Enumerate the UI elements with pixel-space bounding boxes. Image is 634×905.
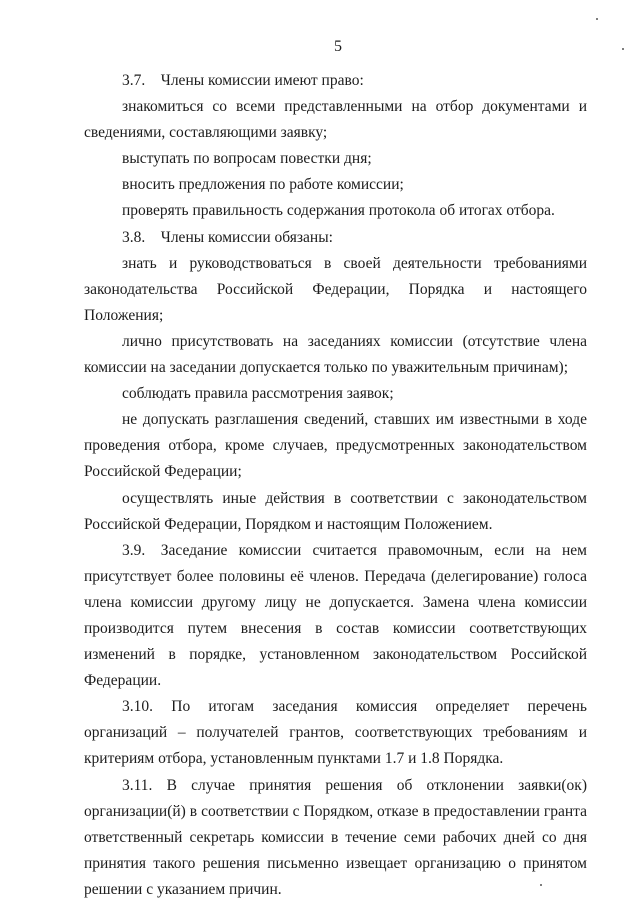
paragraph-right-1: знакомиться со всеми представленными на отбор документами и сведениями, составляющими заявку; xyxy=(84,98,587,142)
paragraph-3-8: 3.8. Члены комиссии обязаны: xyxy=(122,228,333,246)
paragraph-3-9: 3.9. Заседание комиссии считается правомочным, если на нем присутствует более половины её членов. Передача (делегирование) голоса члена комиссии другому лицу не допускается. Замена члена комиссии производится путем внесения в состав комиссии соответствующих изменений в порядке, установленном законодательством Российской Федерации. xyxy=(84,541,587,690)
scan-speck xyxy=(596,18,598,20)
paragraph-duty-3: соблюдать правила рассмотрения заявок; xyxy=(122,385,394,403)
paragraph-duty-1: знать и руководствоваться в своей деятельности требованиями законодательства Российской Федерации, Порядка и настоящего Положения; xyxy=(84,254,587,324)
paragraph-duty-5: осуществлять иные действия в соответствии с законодательством Российской Федерации, Порядком и настоящим Положением. xyxy=(84,489,587,533)
paragraph-right-3: вносить предложения по работе комиссии; xyxy=(122,176,404,194)
paragraph-right-2: выступать по вопросам повестки дня; xyxy=(122,150,372,168)
scan-speck xyxy=(540,884,542,886)
paragraph-right-4: проверять правильность содержания протокола об итогах отбора. xyxy=(122,202,555,220)
paragraph-3-7: 3.7. Члены комиссии имеют право: xyxy=(122,72,364,89)
paragraph-3-11: 3.11. В случае принятия решения об отклонении заявки(ок) организации(й) в соответствии с Порядком, отказе в предоставлении гранта ответственный секретарь комиссии в течение семи рабочих дней со дня принятия такого решения письменно извещает организацию о принятом решении с указанием причин. xyxy=(84,776,587,898)
paragraph-3-10: 3.10. По итогам заседания комиссия определяет перечень организаций – получателей грантов, соответствующих требованиям и критериям отбора, установленным пунктами 1.7 и 1.8 Порядка. xyxy=(84,698,587,768)
page-number: 5 xyxy=(334,38,342,55)
paragraph-duty-4: не допускать разглашения сведений, ставших им известными в ходе проведения отбора, кроме случаев, предусмотренных законодательством Российской Федерации; xyxy=(84,411,587,481)
document-body xyxy=(84,68,587,903)
scan-speck xyxy=(622,48,624,50)
paragraph-duty-2: лично присутствовать на заседаниях комиссии (отсутствие члена комиссии на заседании допускается только по уважительным причинам); xyxy=(84,332,587,377)
